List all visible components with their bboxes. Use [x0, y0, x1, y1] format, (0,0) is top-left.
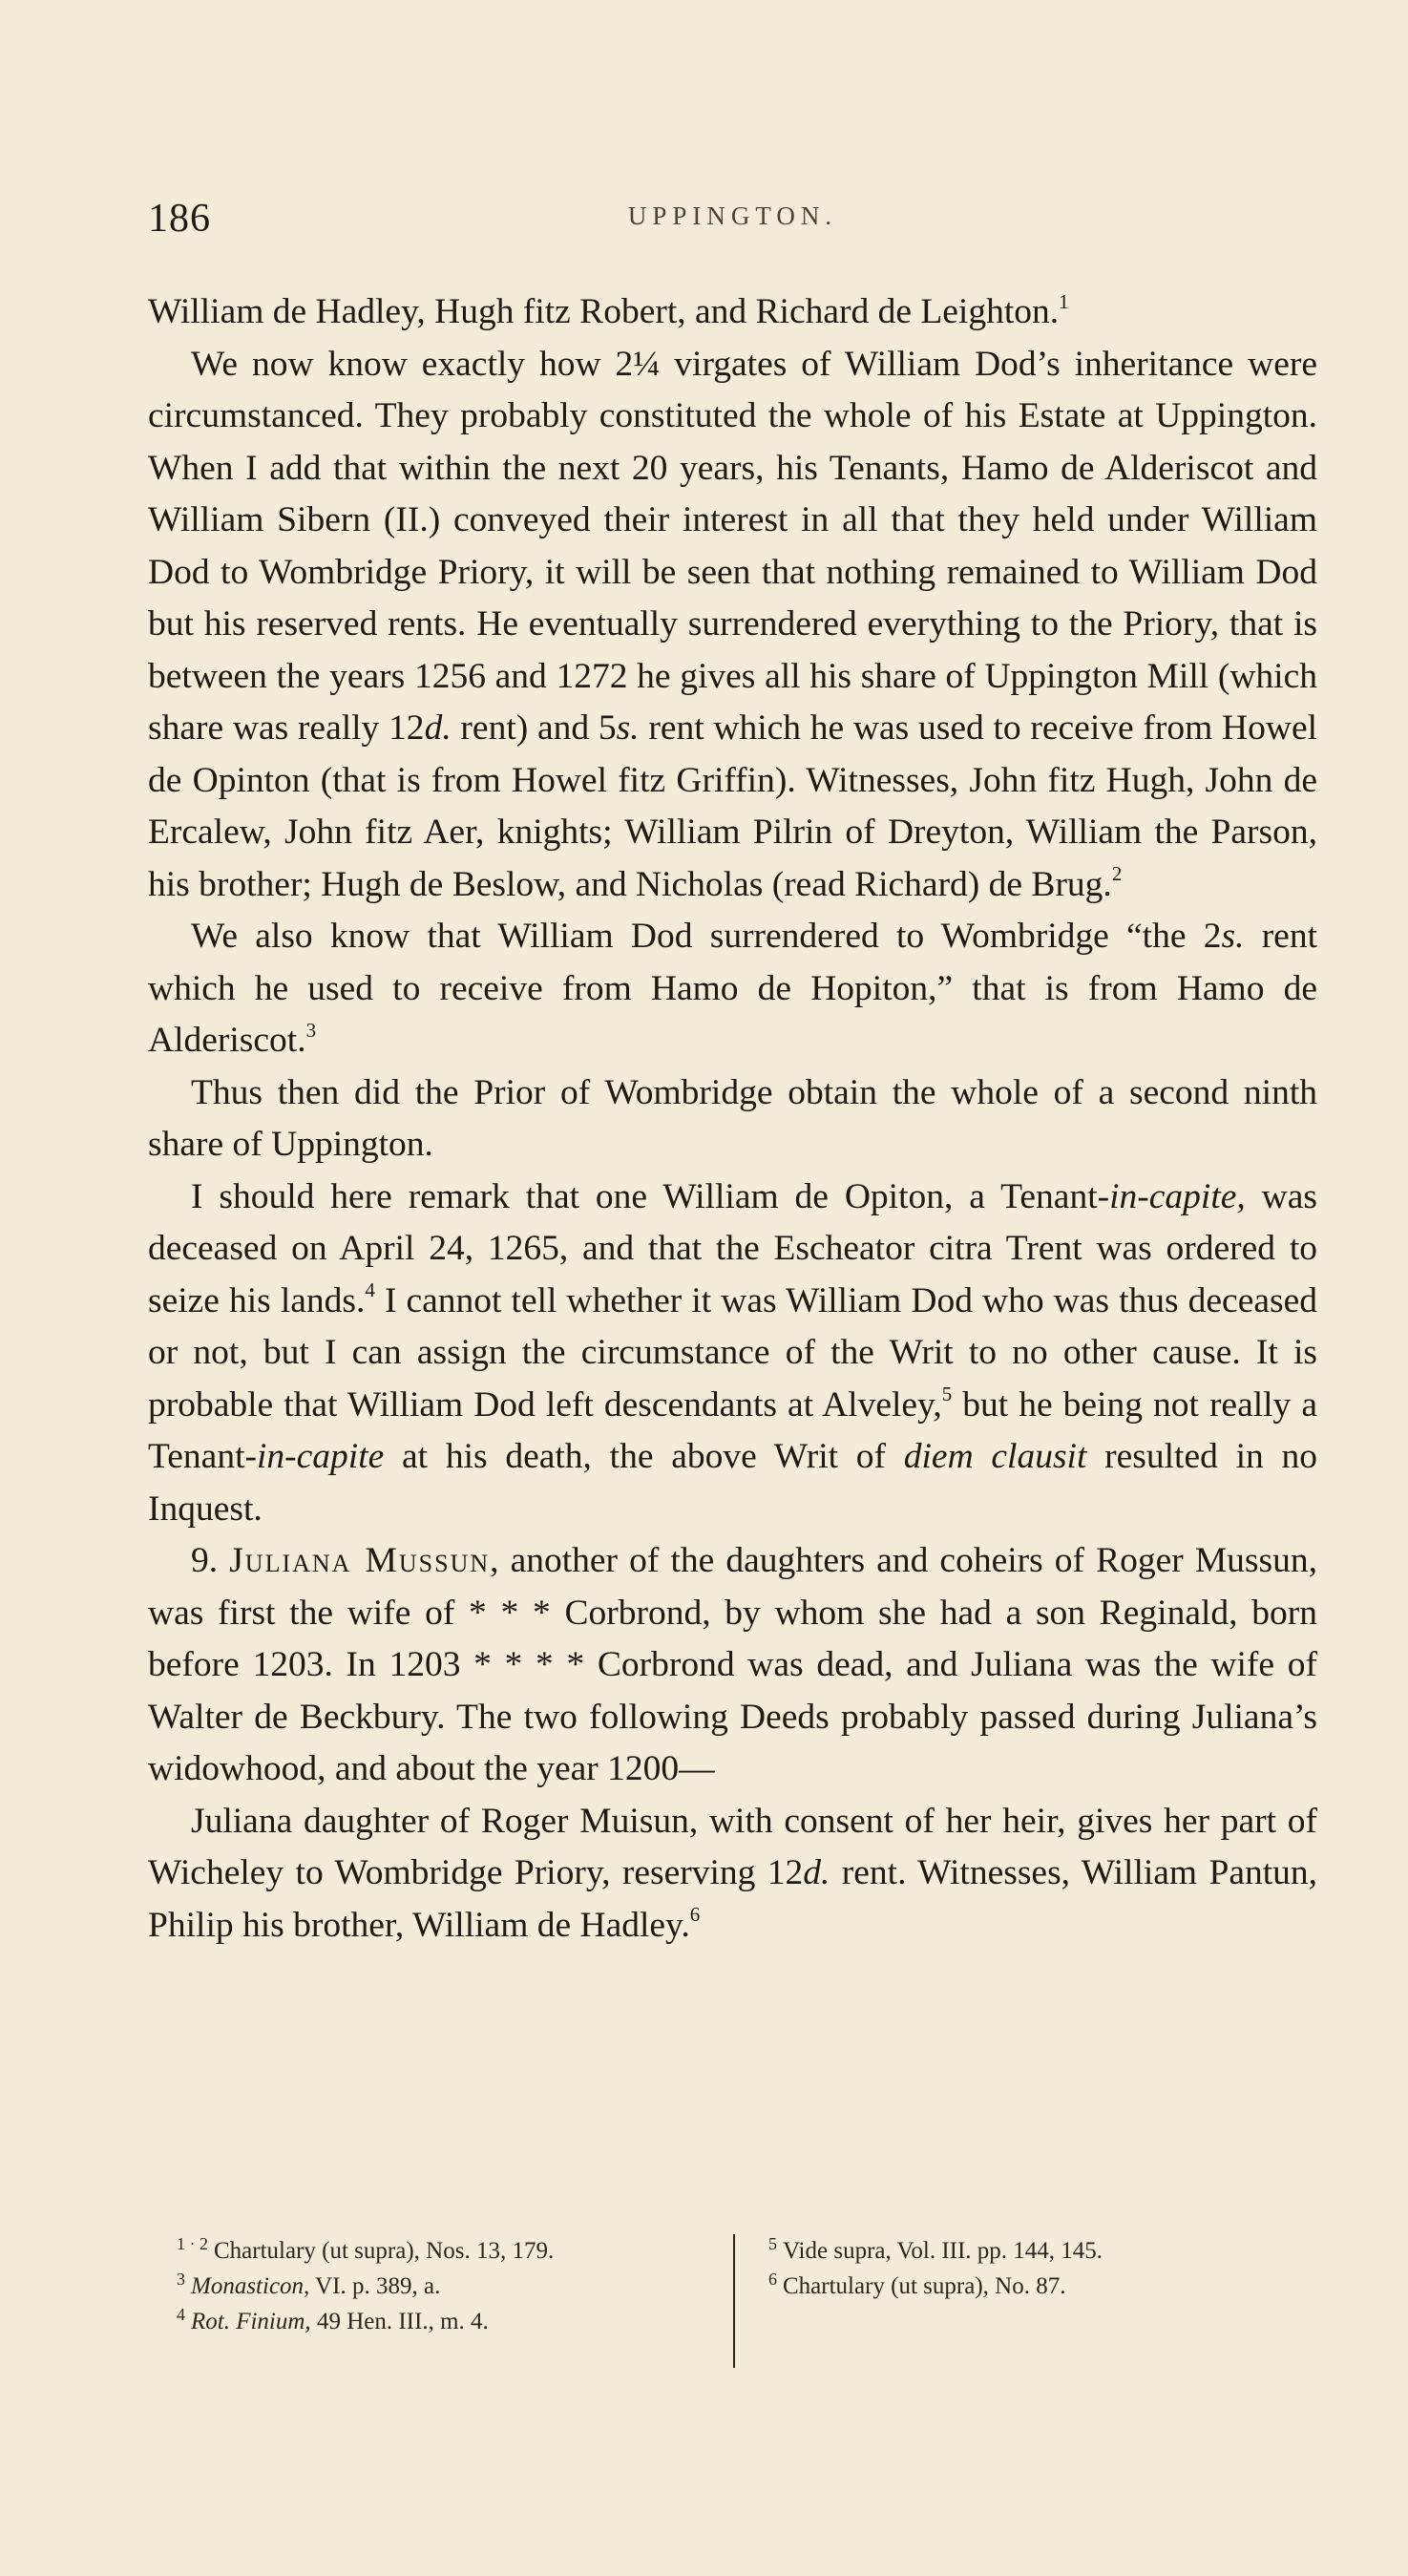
paragraph-5 [148, 1172, 1317, 1536]
text-run: , another of the daughters and coheirs of Roger Mussun, was first the wife of * * * Corbrond, by whom she had a son Reginald, born before 1203. In 1203 * * * * Corbrond was dead, and Juliana was the wife of Walter de Beckbury. The two following Deeds probably passed during Juliana’s widowhood, and about the year 1200— [148, 1541, 1317, 1788]
italic-run: in-capite, [1109, 1176, 1246, 1216]
text-run: Juliana daughter of Roger Muisun, with consent of her heir, gives her part of Wicheley to Wombridge Priory, reserving 12 [148, 1801, 1317, 1892]
text-run: Thus then did the Prior of Wombridge obtain the whole of a second ninth share of Uppington. [148, 1072, 1317, 1164]
paragraph-6 [148, 1535, 1317, 1796]
footnote [177, 2234, 711, 2270]
footnote-ref: 6 [689, 1903, 701, 1926]
footnote [177, 2305, 711, 2340]
footnote-column-divider [733, 2234, 735, 2368]
italic-run: s. [616, 708, 640, 748]
italic-run: s. [1221, 917, 1245, 956]
footnote-mark: 5 [768, 2234, 777, 2253]
text-run: rent) and 5 [451, 708, 617, 748]
body-text [148, 286, 1317, 1952]
footnote [768, 2270, 1317, 2305]
paragraph-3 [148, 911, 1317, 1067]
footnote [177, 2270, 711, 2305]
footnote-text: 49 Hen. III., m. 4. [310, 2309, 489, 2334]
footnote-text: Vide supra, Vol. III. pp. 144, 145. [783, 2238, 1103, 2264]
footnote-italic: Rot. Finium, [191, 2309, 311, 2334]
text-run: but he being not really a Tenant- [148, 1384, 1317, 1476]
person-name-smallcaps: Juliana Mussun [229, 1541, 491, 1580]
paragraph-1 [148, 286, 1317, 339]
italic-run: diem clausit [903, 1437, 1087, 1476]
italic-run: in-capite [256, 1437, 385, 1476]
running-title: UPPINGTON. [627, 201, 838, 230]
text-run: We now know exactly how 2¼ virgates of William Dod’s inheritance were circumstanced. They probably constituted the whole of his Estate at Uppington. When I add that within the next 20 years, his Tenants, Hamo de Alderiscot and William Sibern (II.) conveyed their interest in all that they held under William Dod to Wombridge Priory, it will be seen that nothing remained to William Dod but his reserved rents. He eventually surrendered everything to the Priory, that is between the years 1256 and 1272 he gives all his share of Uppington Mill (which share was really 12 [148, 344, 1317, 748]
footnote-text: VI. p. 389, a. [309, 2273, 441, 2299]
text-run: at his death, the above Writ of [384, 1437, 904, 1476]
footnote-mark: 4 [177, 2305, 185, 2324]
text-run: resulted in no Inquest. [148, 1437, 1317, 1529]
footnote-ref: 2 [1111, 862, 1123, 885]
footnote-mark: 6 [768, 2270, 777, 2289]
footnote-ref: 4 [365, 1278, 375, 1301]
text-run: I should here remark that one William de Opiton, a Tenant- [191, 1176, 1110, 1216]
text-run: William de Hadley, Hugh fitz Robert, and Richard de Leighton. [148, 292, 1060, 331]
text-run: was deceased on April 24, 1265, and that the Escheator citra Trent was ordered to seize his lands. [148, 1176, 1317, 1320]
footnote-ref: 5 [941, 1383, 953, 1405]
footnote-mark: 3 [177, 2270, 185, 2289]
footnote-ref: 3 [305, 1018, 317, 1042]
footnote-mark: 1 · 2 [177, 2234, 208, 2253]
section-number: 9. [191, 1541, 230, 1580]
footnote-text: Chartulary (ut supra), No. 87. [783, 2273, 1066, 2299]
italic-run: d. [424, 708, 452, 748]
paragraph-7 [148, 1796, 1317, 1953]
text-run: rent which he was used to receive from Howel de Opinton (that is from Howel fitz Griffin). Witnesses, John fitz Hugh, John de Ercalew, John fitz Aer, knights; William Pilrin of Dreyton, William the Parson, his brother; Hugh de Beslow, and Nicholas (read Richard) de Brug. [148, 708, 1318, 904]
page-number: 186 [148, 197, 211, 241]
paragraph-4 [148, 1067, 1317, 1172]
footnote [768, 2234, 1317, 2270]
text-run: I cannot tell whether it was William Dod who was thus deceased or not, but I can assign the circumstance of the Writ to no other cause. It is probable that William Dod left descendants at Alveley, [148, 1280, 1317, 1425]
paragraph-2 [148, 339, 1317, 912]
text-run: We also know that William Dod surrendered to Wombridge “the 2 [191, 917, 1222, 956]
footnote-ref: 1 [1059, 289, 1069, 313]
footnote-italic: Monasticon, [191, 2273, 310, 2299]
page-header [148, 196, 1317, 253]
footnotes-right-column [768, 2234, 1317, 2305]
text-run: rent. Witnesses, William Pantun, Philip his brother, William de Hadley. [148, 1853, 1318, 1945]
italic-run: d. [803, 1853, 830, 1892]
footnote-text: Chartulary (ut supra), Nos. 13, 179. [214, 2238, 555, 2264]
footnotes-left-column [177, 2234, 711, 2340]
text-run: rent which he used to receive from Hamo de Hopiton,” that is from Hamo de Alderiscot. [148, 917, 1317, 1060]
